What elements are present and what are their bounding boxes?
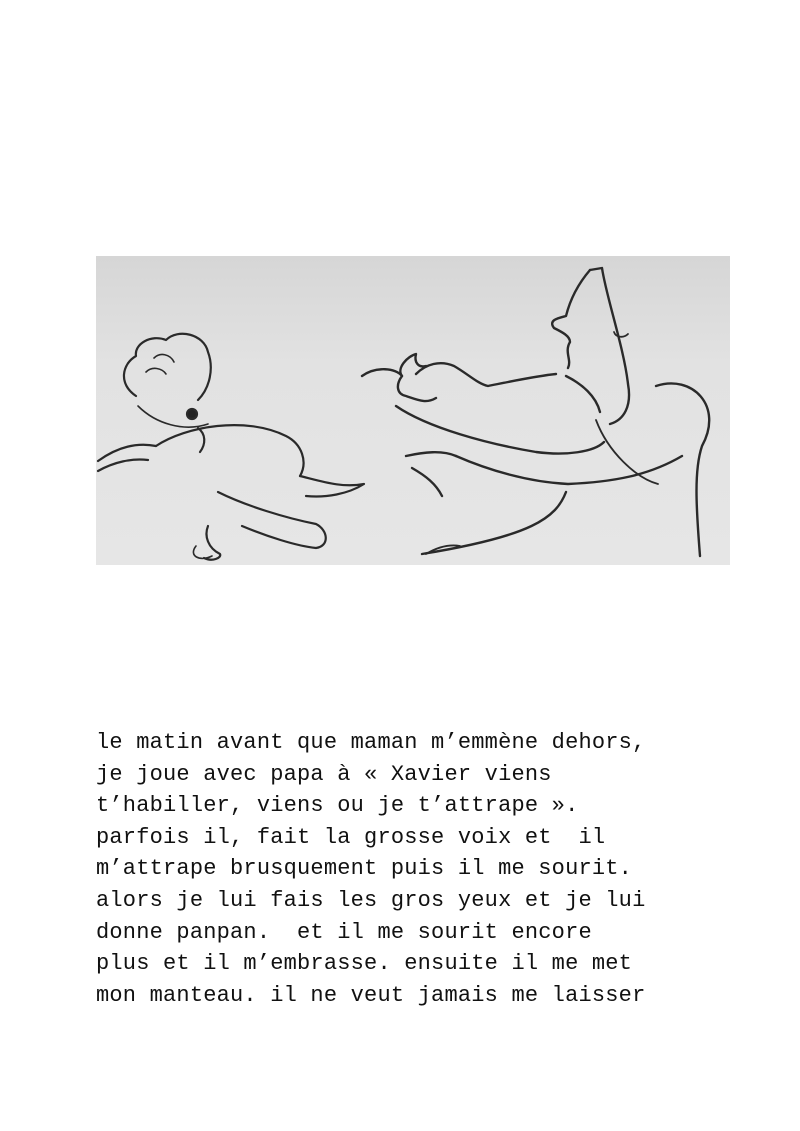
drawing-svg: [96, 256, 730, 565]
father-figure: [362, 268, 709, 556]
text-line: le matin avant que maman m’emmène dehors,: [96, 730, 646, 755]
text-line: m’attrape brusquement puis il me sourit.: [96, 856, 633, 882]
baby-figure: [98, 334, 364, 560]
text-line: t’habiller, viens ou je t’attrape ».: [96, 793, 579, 819]
text-line: donne panpan. et il me sourit encore: [96, 919, 592, 945]
baby-and-father-illustration: [96, 256, 730, 565]
text-line: plus et il m’embrasse. ensuite il me met: [96, 951, 633, 977]
story-text: [96, 727, 756, 1011]
text-line: alors je lui fais les gros yeux et je lui: [96, 887, 646, 913]
text-line: je joue avec papa à « Xavier viens: [96, 761, 552, 787]
text-line: mon manteau. il ne veut jamais me laisser: [96, 982, 646, 1008]
text-line: parfois il, fait la grosse voix et il: [96, 824, 606, 850]
